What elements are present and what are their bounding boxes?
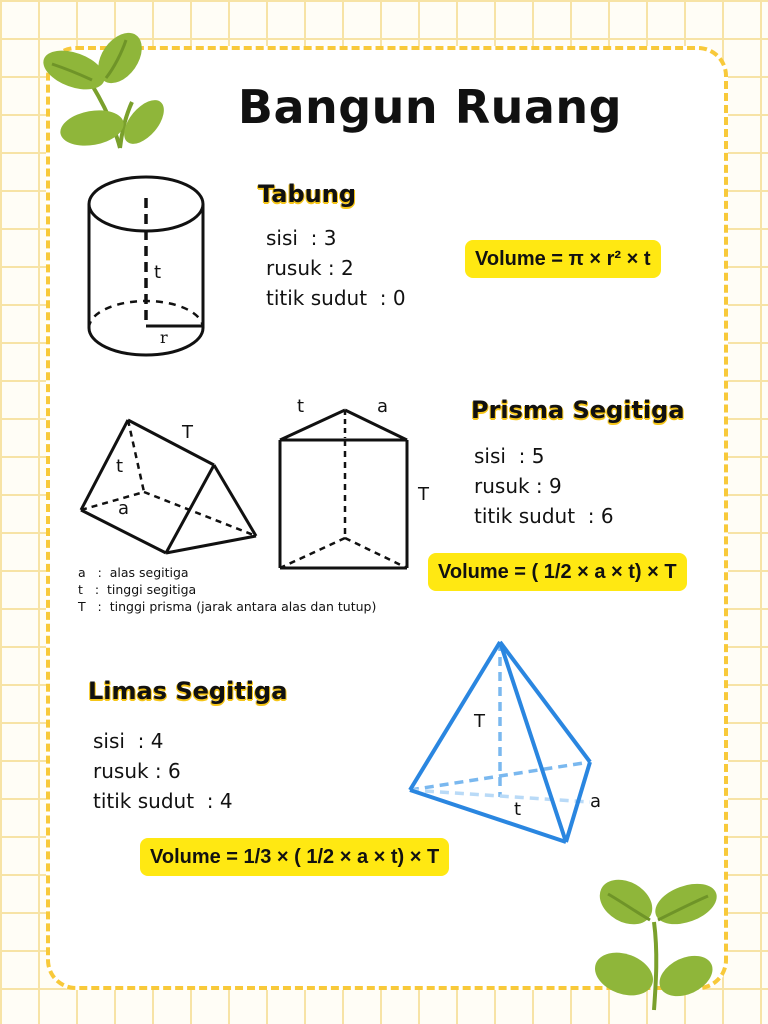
pyramid-figure [400, 632, 620, 852]
prisma-legend-a: a : alas segitiga [78, 565, 189, 580]
cylinder-radius-label: r [160, 328, 168, 347]
limas-heading: Limas Segitiga [88, 677, 288, 705]
prism-length-label: T [182, 422, 193, 443]
limas-volume-formula: Volume = 1/3 × ( 1/2 × a × t) × T [140, 838, 449, 876]
prisma-rusuk: rusuk : 9 [474, 474, 562, 498]
prism-base-label: a [118, 498, 130, 519]
prisma-legend-T: T : tinggi prisma (jarak antara alas dan tutup) [78, 599, 377, 614]
limas-titik-sudut: titik sudut : 4 [93, 789, 233, 813]
prism-figure-standing [270, 390, 440, 575]
leaf-decoration-bottom-right [594, 872, 724, 1012]
prism-standing-length-label: T [418, 484, 429, 505]
pyramid-height-label: T [474, 711, 485, 732]
limas-sisi: sisi : 4 [93, 729, 164, 753]
tabung-heading: Tabung [258, 180, 357, 208]
prisma-heading: Prisma Segitiga [471, 396, 685, 424]
pyramid-triangle-height-label: t [514, 799, 522, 820]
prism-figure-lying [76, 410, 266, 560]
prism-standing-base-label: a [377, 396, 389, 417]
prisma-legend-t: t : tinggi segitiga [78, 582, 197, 597]
prisma-titik-sudut: titik sudut : 6 [474, 504, 614, 528]
prisma-sisi: sisi : 5 [474, 444, 545, 468]
prism-triangle-height-label: t [116, 456, 124, 477]
prisma-volume-formula: Volume = ( 1/2 × a × t) × T [428, 553, 687, 591]
limas-rusuk: rusuk : 6 [93, 759, 181, 783]
tabung-sisi: sisi : 3 [266, 226, 337, 250]
cylinder-height-label: t [154, 262, 162, 283]
page-title: Bangun Ruang [237, 80, 623, 134]
tabung-titik-sudut: titik sudut : 0 [266, 286, 406, 310]
tabung-rusuk: rusuk : 2 [266, 256, 354, 280]
prism-standing-height-label: t [297, 396, 305, 417]
pyramid-base-label: a [590, 791, 602, 812]
tabung-volume-formula: Volume = π × r² × t [465, 240, 661, 278]
cylinder-figure [84, 168, 214, 358]
